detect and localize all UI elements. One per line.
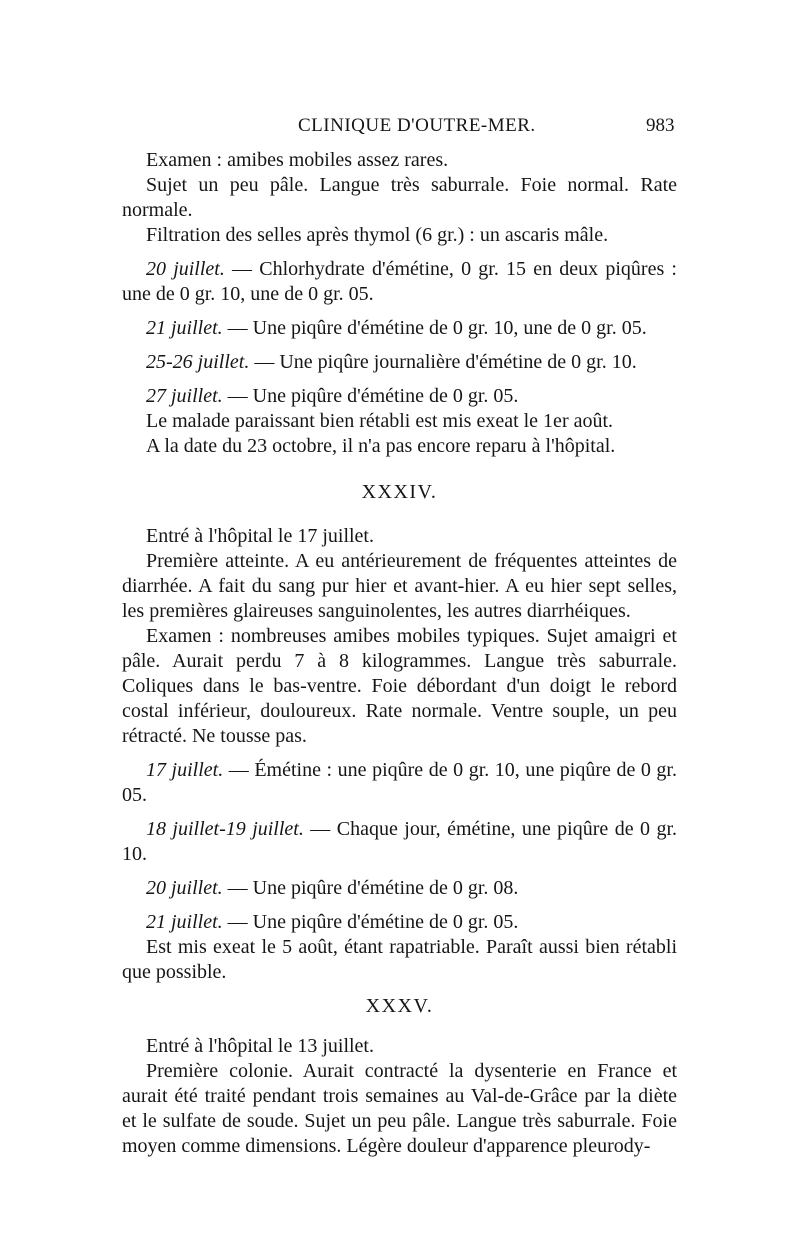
entry-text: — Une piqûre d'émétine de 0 gr. 05. <box>222 911 519 933</box>
entry-date: 17 juillet. <box>146 759 224 781</box>
entry-text: — Une piqûre d'émétine de 0 gr. 08. <box>222 877 519 899</box>
entry-text: — Chlorhydrate d'émétine, 0 gr. 15 en deux piqûres : une de 0 gr. 10, une de 0 gr. 05. <box>122 258 677 305</box>
entry-date: 20 juillet. <box>146 877 223 899</box>
treatment-entry <box>122 350 677 375</box>
entry-date: 27 juillet. <box>146 385 223 407</box>
admission-paragraph: Entré à l'hôpital le 17 juillet. <box>146 525 374 547</box>
entry-text: — Une piqûre journalière d'émétine de 0 gr. 10. <box>249 351 637 373</box>
history-paragraph: Première atteinte. A eu antérieurement de fréquentes atteintes de diarrhée. A fait du sang pur hier et avant-hier. A eu hier sept selles, les premières glaireuses sanguinolentes, les autres diarrhéiques. <box>122 550 677 622</box>
treatment-entry <box>122 257 677 307</box>
state-paragraph: Sujet un peu pâle. Langue très saburrale. Foie normal. Rate normale. <box>122 174 677 221</box>
exam-paragraph: Examen : amibes mobiles assez rares. <box>146 149 449 171</box>
exam-paragraph: Examen : nombreuses amibes mobiles typiques. Sujet amaigri et pâle. Aurait perdu 7 à 8 kilogrammes. Langue très saburrale. Coliques dans le bas-ventre. Foie débordant d'un doigt le rebord costal inférieur, douloureux. Rate normale. Ventre souple, un peu rétracté. Ne tousse pas. <box>122 625 677 747</box>
treatment-entry <box>122 817 677 867</box>
section-heading-xxxv: XXXV. <box>365 995 434 1017</box>
treatment-entry <box>122 316 677 341</box>
exeat-paragraph: Est mis exeat le 5 août, étant rapatriable. Paraît aussi bien rétabli que possible. <box>122 936 677 983</box>
page-number: 983 <box>646 115 675 136</box>
treatment-entry <box>122 910 677 935</box>
entry-date: 21 juillet. <box>146 317 223 339</box>
entry-date: 25-26 juillet. <box>146 351 250 373</box>
entry-text: — Chaque jour, émétine, une piqûre de 0 gr. 10. <box>122 818 677 865</box>
exeat-paragraph: Le malade paraissant bien rétabli est mis exeat le 1er août. <box>146 410 614 432</box>
page-header <box>0 115 800 141</box>
treatment-entry <box>122 876 677 901</box>
entry-text: — Une piqûre d'émétine de 0 gr. 10, une de 0 gr. 05. <box>222 317 647 339</box>
page-body <box>122 148 677 1159</box>
treatment-entry <box>122 384 677 409</box>
running-title: CLINIQUE D'OUTRE-MER. <box>298 115 536 136</box>
entry-date: 20 juillet. <box>146 258 225 280</box>
admission-paragraph: Entré à l'hôpital le 13 juillet. <box>146 1035 374 1057</box>
followup-paragraph: A la date du 23 octobre, il n'a pas encore reparu à l'hôpital. <box>146 435 616 457</box>
filtration-paragraph: Filtration des selles après thymol (6 gr.) : un ascaris mâle. <box>146 224 609 246</box>
entry-date: 18 juillet-19 juillet. <box>146 818 304 840</box>
entry-text: — Émétine : une piqûre de 0 gr. 10, une piqûre de 0 gr. 05. <box>122 759 677 806</box>
history-paragraph: Première colonie. Aurait contracté la dysenterie en France et aurait été traité pendant trois semaines au Val-de-Grâce par la diète et le sulfate de soude. Sujet un peu pâle. Langue très saburrale. Foie moyen comme dimensions. Légère douleur d'apparence pleurody- <box>122 1060 677 1157</box>
entry-date: 21 juillet. <box>146 911 223 933</box>
section-heading-xxxiv: XXXIV. <box>361 481 438 503</box>
entry-text: — Une piqûre d'émétine de 0 gr. 05. <box>222 385 519 407</box>
treatment-entry <box>122 758 677 808</box>
